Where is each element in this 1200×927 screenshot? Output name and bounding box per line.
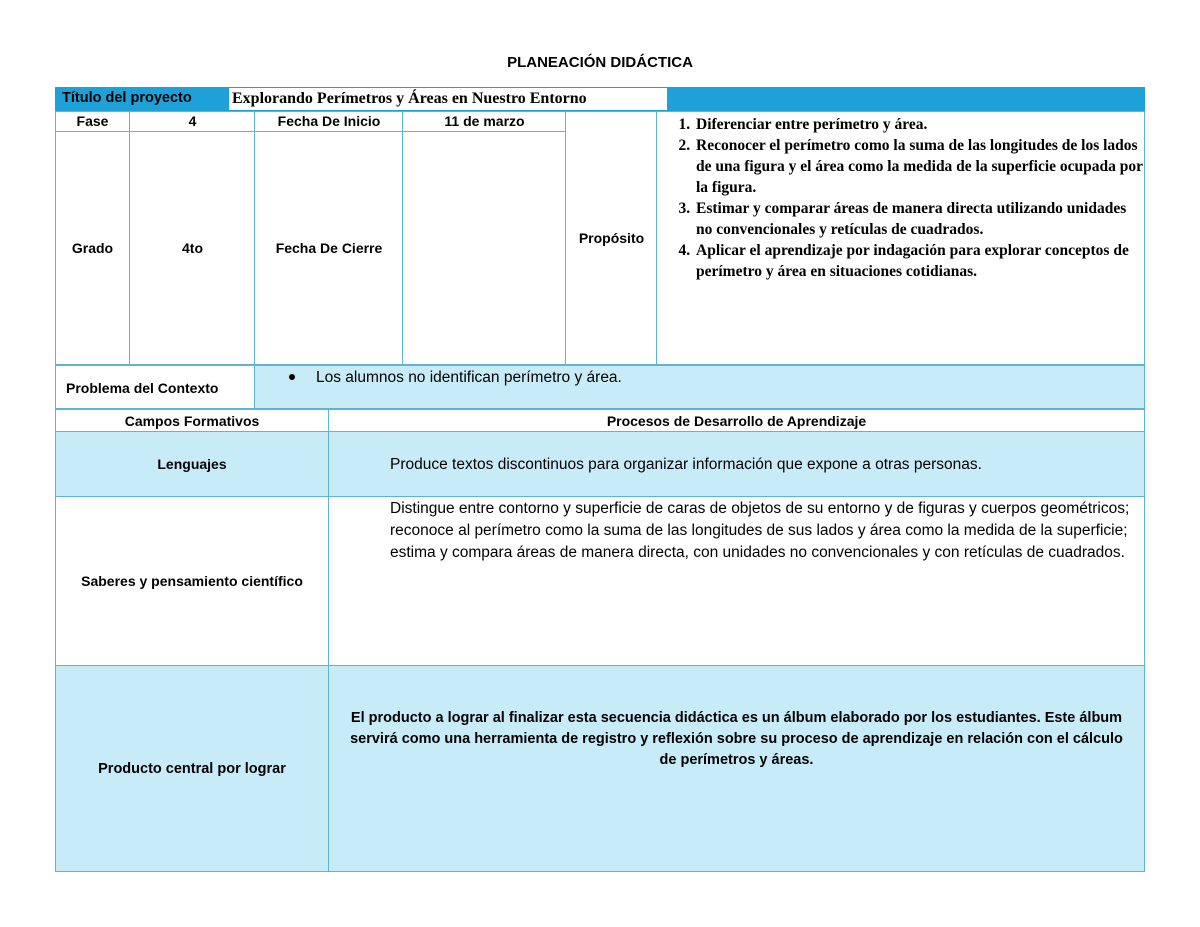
producto-label: Producto central por lograr xyxy=(98,760,286,777)
fecha-cierre-label: Fecha De Cierre xyxy=(275,240,383,256)
purposes-list xyxy=(658,114,1143,282)
fase-label: Fase xyxy=(76,113,109,129)
purpose-item: 4. Aplicar el aprendizaje por indagación para explorar conceptos de perímetro y área en situaciones cotidianas. xyxy=(694,240,1143,282)
context-label: Problema del Contexto xyxy=(66,380,219,396)
producto-text: El producto a lograr al finalizar esta secuencia didáctica es un álbum elaborado por los estudiantes. Este álbum servirá como una herramienta de registro y reflexión sobre su proceso de aprendizaje en relación con el cálculo de perímetros y áreas. xyxy=(350,710,1123,768)
project-label: Título del proyecto xyxy=(62,90,192,106)
purposes-ordered-list xyxy=(658,114,1143,282)
col1-header: Campos Formativos xyxy=(124,412,260,429)
context-bullet-text: Los alumnos no identifican perímetro y área. xyxy=(316,369,622,386)
lenguajes-label: Lenguajes xyxy=(157,456,227,472)
saberes-label: Saberes y pensamiento científico xyxy=(81,573,303,589)
purpose-item: 3. Estimar y comparar áreas de manera directa utilizando unidades no convencionales y retículas de cuadrados. xyxy=(694,198,1143,240)
grado-label: Grado xyxy=(71,240,114,256)
col2-header: Procesos de Desarrollo de Aprendizaje xyxy=(606,412,867,429)
project-title-box xyxy=(228,87,668,111)
context-bullet-icon xyxy=(289,374,295,380)
fase-value: 4 xyxy=(188,113,197,129)
proposito-label: Propósito xyxy=(578,230,645,246)
fecha-inicio-value: 11 de marzo xyxy=(444,113,525,129)
fecha-inicio-label: Fecha De Inicio xyxy=(277,113,381,129)
project-title: Explorando Perímetros y Áreas en Nuestro Entorno xyxy=(232,90,587,107)
purpose-item: 2. Reconocer el perímetro como la suma de las longitudes de los lados de una figura y el área como la medida de la superficie ocupada por la figura. xyxy=(694,135,1143,198)
lenguajes-text: Produce textos discontinuos para organizar información que expone a otras personas. xyxy=(390,456,982,473)
saberes-text: Distingue entre contorno y superficie de caras de objetos de su entorno y de figuras y cuerpos geométricos; reconoce al perímetro como la suma de las longitudes de sus lados y área como la medida de la superficie; estima y compara áreas de manera directa, con unidades no convencionales y con retículas de cuadrados. xyxy=(390,500,1130,561)
grado-value: 4to xyxy=(182,240,203,256)
purpose-item: 1. Diferenciar entre perímetro y área. xyxy=(694,114,1143,135)
document-title: PLANEACIÓN DIDÁCTICA xyxy=(507,54,693,71)
